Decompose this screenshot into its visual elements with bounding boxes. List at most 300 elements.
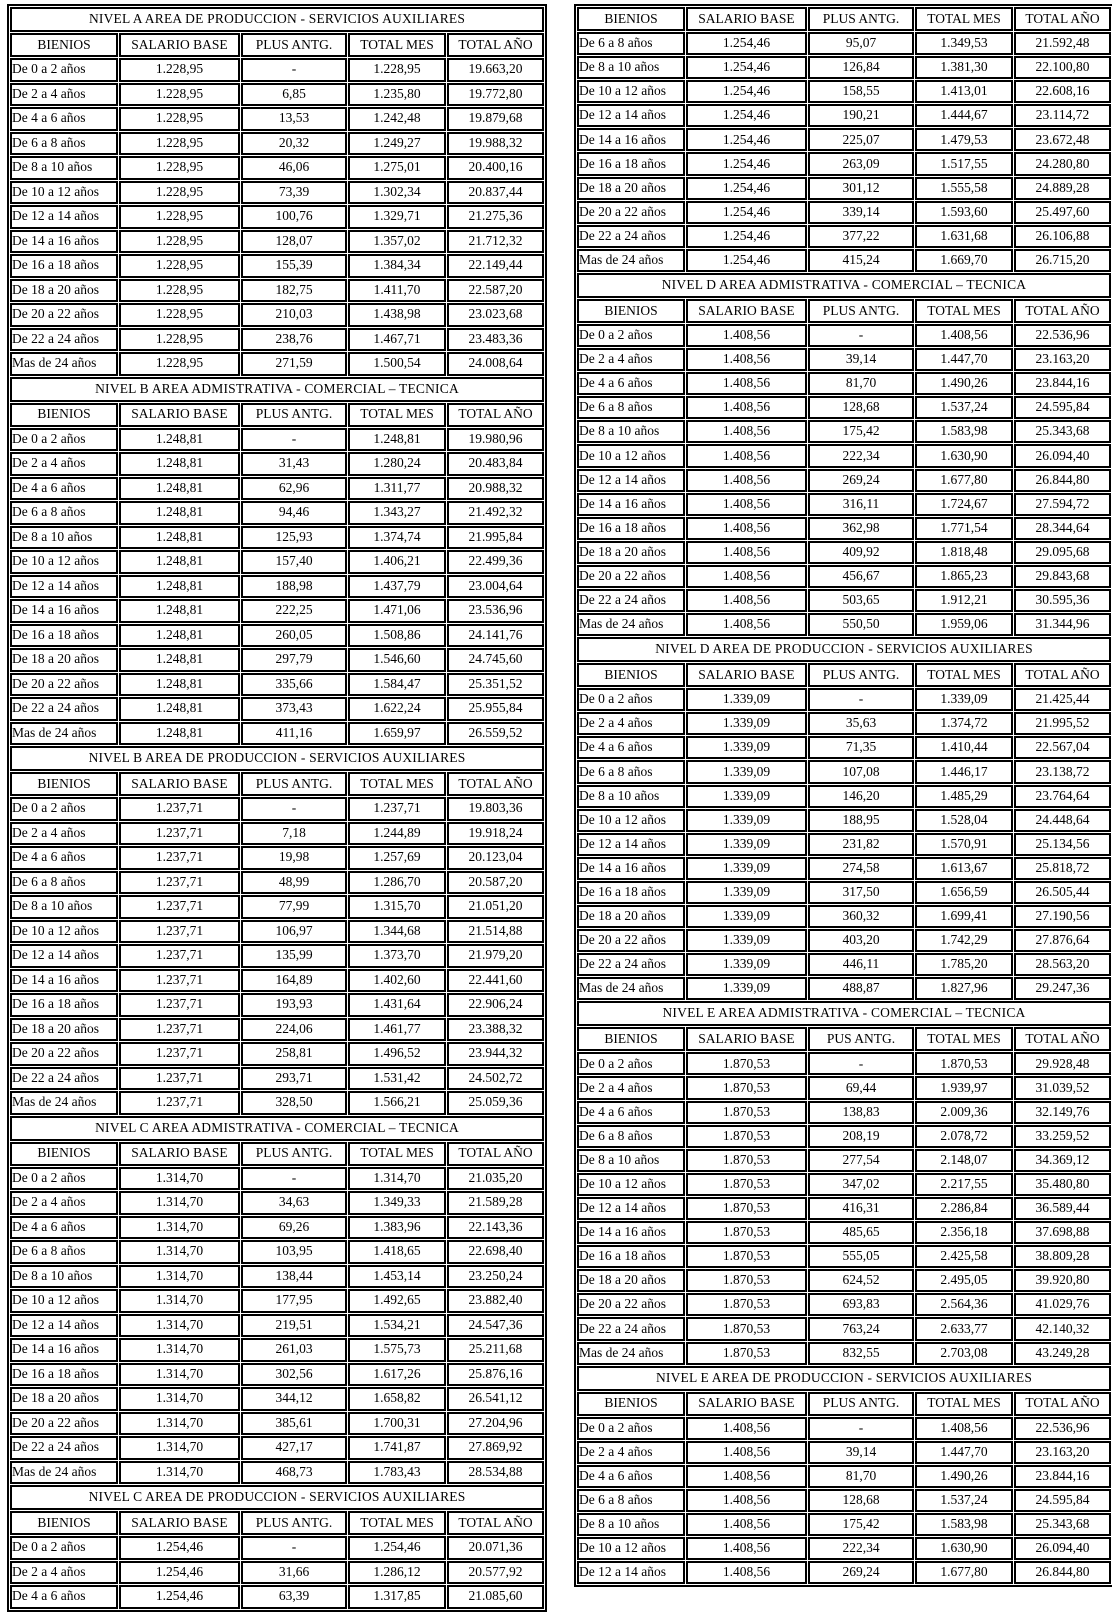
value-cell: 37.698,88 [1014,1221,1111,1244]
value-cell: 1.583,98 [915,1513,1013,1536]
table-row [10,1314,544,1338]
value-cell: 25.876,16 [447,1363,544,1387]
value-cell: 238,76 [241,328,347,352]
value-cell: 32.149,76 [1014,1101,1111,1124]
value-cell: 1.228,95 [119,230,240,254]
bienios-cell: De 20 a 22 años [577,929,685,952]
table-row [577,1076,1111,1099]
bienios-cell: De 10 a 12 años [10,550,118,574]
value-cell: 1.339,09 [686,881,807,904]
column-header: SALARIO BASE [119,772,240,796]
value-cell: 1.329,71 [348,205,446,229]
value-cell: 26.094,40 [1014,1537,1111,1560]
table-row [10,673,544,697]
bienios-cell: De 6 a 8 años [10,1240,118,1264]
value-cell: 20.071,36 [447,1536,544,1560]
table-title-row [10,377,544,402]
value-cell: 1.383,96 [348,1216,446,1240]
value-cell: 1.479,53 [915,128,1013,151]
bienios-cell: De 8 a 10 años [10,526,118,550]
value-cell: 1.237,71 [119,895,240,919]
value-cell: - [241,428,347,452]
value-cell: 23.844,16 [1014,1465,1111,1488]
value-cell: 22.906,24 [447,993,544,1017]
value-cell: 1.584,47 [348,673,446,697]
table-row [577,128,1111,151]
value-cell: 1.339,09 [686,736,807,759]
value-cell: 2.495,05 [915,1269,1013,1292]
bienios-cell: De 4 a 6 años [577,372,685,395]
table-row [10,1265,544,1289]
value-cell: 1.339,09 [915,688,1013,711]
bienios-cell: De 4 a 6 años [577,1101,685,1124]
column-header: PLUS ANTG. [241,1511,347,1535]
bienios-cell: De 14 a 16 años [10,599,118,623]
column-header: TOTAL AÑO [447,772,544,796]
value-cell: 1.531,42 [348,1067,446,1091]
value-cell: 2.703,08 [915,1342,1013,1365]
column-header: BIENIOS [577,663,685,687]
bienios-cell: De 22 a 24 años [577,225,685,248]
value-cell: 1.500,54 [348,352,446,376]
table-row [577,1561,1111,1584]
value-cell: 1.237,71 [119,1091,240,1115]
value-cell: 1.406,21 [348,550,446,574]
value-cell: 301,12 [808,177,914,200]
bienios-cell: De 20 a 22 años [577,565,685,588]
bienios-cell: De 14 a 16 años [10,1338,118,1362]
value-cell: 1.912,21 [915,589,1013,612]
value-cell: 1.593,60 [915,201,1013,224]
value-cell: 385,61 [241,1412,347,1436]
value-cell: 24.547,36 [447,1314,544,1338]
value-cell: 1.431,64 [348,993,446,1017]
value-cell: 297,79 [241,648,347,672]
table-row [577,1489,1111,1512]
value-cell: 29.247,36 [1014,977,1111,1000]
value-cell: 25.343,68 [1014,420,1111,443]
value-cell: 1.237,71 [119,871,240,895]
bienios-cell: De 12 a 14 años [10,944,118,968]
value-cell: 1.447,70 [915,1441,1013,1464]
bienios-cell: De 8 a 10 años [10,1265,118,1289]
value-cell: 1.254,46 [686,104,807,127]
value-cell: 27.190,56 [1014,905,1111,928]
table-row [577,1245,1111,1268]
table-row [577,517,1111,540]
value-cell: 1.228,95 [119,132,240,156]
value-cell: 1.237,71 [119,1042,240,1066]
value-cell: 456,67 [808,565,914,588]
table-row [10,428,544,452]
value-cell: 335,66 [241,673,347,697]
value-cell: 1.228,95 [348,58,446,82]
value-cell: 293,71 [241,1067,347,1091]
value-cell: 23.023,68 [447,303,544,327]
value-cell: 13,53 [241,107,347,131]
table-row [10,1167,544,1191]
value-cell: 1.870,53 [686,1342,807,1365]
value-cell: 1.818,48 [915,541,1013,564]
value-cell: 24.008,64 [447,352,544,376]
value-cell: 1.410,44 [915,736,1013,759]
table-row [10,1338,544,1362]
table-row [10,624,544,648]
value-cell: 1.280,24 [348,452,446,476]
value-cell: 1.508,86 [348,624,446,648]
value-cell: 1.471,06 [348,599,446,623]
value-cell: 28.344,64 [1014,517,1111,540]
value-cell: 146,20 [808,785,914,808]
table-row [10,107,544,131]
table-row [10,822,544,846]
bienios-cell: De 22 a 24 años [10,1436,118,1460]
value-cell: 1.870,53 [686,1245,807,1268]
value-cell: 23.004,64 [447,575,544,599]
value-cell: 1.248,81 [119,722,240,746]
value-cell: 1.408,56 [686,493,807,516]
value-cell: 1.617,26 [348,1363,446,1387]
value-cell: 1.546,60 [348,648,446,672]
table-header-row [577,1027,1111,1051]
table-row [10,303,544,327]
bienios-cell: De 10 a 12 años [577,1173,685,1196]
table-row [10,352,544,376]
table-row [577,420,1111,443]
column-header: TOTAL MES [348,403,446,427]
column-header: TOTAL MES [915,299,1013,323]
value-cell: 1.517,55 [915,152,1013,175]
value-cell: 403,20 [808,929,914,952]
value-cell: 1.408,56 [686,1441,807,1464]
value-cell: 23.388,32 [447,1018,544,1042]
value-cell: 2.217,55 [915,1173,1013,1196]
value-cell: 21.712,32 [447,230,544,254]
value-cell: 1.408,56 [686,1513,807,1536]
value-cell: 1.237,71 [119,1018,240,1042]
value-cell: 832,55 [808,1342,914,1365]
value-cell: 624,52 [808,1269,914,1292]
table-title-row [10,1116,544,1141]
value-cell: 1.314,70 [119,1289,240,1313]
value-cell: 1.228,95 [119,303,240,327]
value-cell: 362,98 [808,517,914,540]
value-cell: 21.085,60 [447,1585,544,1609]
value-cell: 231,82 [808,833,914,856]
table-row [10,871,544,895]
value-cell: 1.228,95 [119,254,240,278]
bienios-cell: De 6 a 8 años [10,501,118,525]
table-row [10,279,544,303]
value-cell: 1.408,56 [686,613,807,636]
value-cell: 1.870,53 [686,1197,807,1220]
table-row [577,1441,1111,1464]
table-row [577,688,1111,711]
value-cell: 126,84 [808,56,914,79]
value-cell: 1.254,46 [119,1561,240,1585]
table-row [577,80,1111,103]
bienios-cell: De 4 a 6 años [10,107,118,131]
bienios-cell: De 10 a 12 años [577,80,685,103]
bienios-cell: Mas de 24 años [10,352,118,376]
value-cell: 69,26 [241,1216,347,1240]
value-cell: 1.783,43 [348,1461,446,1485]
value-cell: 177,95 [241,1289,347,1313]
value-cell: 485,65 [808,1221,914,1244]
value-cell: 1.286,12 [348,1561,446,1585]
table-row [10,1536,544,1560]
value-cell: 1.228,95 [119,328,240,352]
bienios-cell: De 2 a 4 años [577,712,685,735]
value-cell: 1.677,80 [915,469,1013,492]
bienios-cell: De 2 a 4 años [10,83,118,107]
value-cell: 1.496,52 [348,1042,446,1066]
value-cell: 1.248,81 [119,673,240,697]
bienios-cell: De 18 a 20 años [577,541,685,564]
value-cell: 157,40 [241,550,347,574]
value-cell: 360,32 [808,905,914,928]
value-cell: 1.248,81 [119,501,240,525]
bienios-cell: De 2 a 4 años [10,822,118,846]
value-cell: 1.870,53 [915,1052,1013,1075]
value-cell: - [241,797,347,821]
value-cell: 73,39 [241,181,347,205]
bienios-cell: De 16 a 18 años [577,152,685,175]
value-cell: 81,70 [808,1465,914,1488]
value-cell: 503,65 [808,589,914,612]
value-cell: 1.490,26 [915,372,1013,395]
table-row [10,920,544,944]
value-cell: 1.373,70 [348,944,446,968]
value-cell: 1.228,95 [119,156,240,180]
bienios-cell: De 6 a 8 años [577,32,685,55]
value-cell: 35,63 [808,712,914,735]
value-cell: 2.425,58 [915,1245,1013,1268]
column-header: SALARIO BASE [686,1027,807,1051]
value-cell: 1.254,46 [686,128,807,151]
value-cell: 1.237,71 [119,1067,240,1091]
value-cell: 21.275,36 [447,205,544,229]
table-row [577,372,1111,395]
value-cell: 158,55 [808,80,914,103]
value-cell: 274,58 [808,857,914,880]
value-cell: 39,14 [808,348,914,371]
value-cell: 1.228,95 [119,279,240,303]
value-cell: 94,46 [241,501,347,525]
value-cell: 344,12 [241,1387,347,1411]
value-cell: 19.980,96 [447,428,544,452]
bienios-cell: De 2 a 4 años [10,1561,118,1585]
bienios-cell: De 16 a 18 años [577,517,685,540]
bienios-cell: De 14 a 16 años [577,493,685,516]
value-cell: 1.275,01 [348,156,446,180]
salary-table-left [7,4,547,1612]
value-cell: 48,99 [241,871,347,895]
value-cell: 128,68 [808,396,914,419]
bienios-cell: De 20 a 22 años [10,303,118,327]
value-cell: 1.583,98 [915,420,1013,443]
value-cell: 28.534,88 [447,1461,544,1485]
column-header: TOTAL AÑO [1014,7,1111,31]
value-cell: 1.575,73 [348,1338,446,1362]
value-cell: 25.059,36 [447,1091,544,1115]
value-cell: 1.344,68 [348,920,446,944]
table-row [10,895,544,919]
table-row [10,722,544,746]
value-cell: 1.408,56 [686,565,807,588]
value-cell: 1.870,53 [686,1293,807,1316]
bienios-cell: De 0 a 2 años [577,1052,685,1075]
value-cell: 1.286,70 [348,871,446,895]
bienios-cell: Mas de 24 años [577,249,685,272]
value-cell: 225,07 [808,128,914,151]
column-header: BIENIOS [577,299,685,323]
value-cell: 1.870,53 [686,1125,807,1148]
value-cell: - [808,1417,914,1440]
value-cell: 1.374,72 [915,712,1013,735]
table-title: NIVEL B AREA DE PRODUCCION - SERVICIOS AUXILIARES [10,746,544,771]
value-cell: 29.843,68 [1014,565,1111,588]
value-cell: 1.827,96 [915,977,1013,1000]
value-cell: 23.114,72 [1014,104,1111,127]
value-cell: 416,31 [808,1197,914,1220]
value-cell: 269,24 [808,1561,914,1584]
column-header: TOTAL AÑO [447,1142,544,1166]
value-cell: 1.314,70 [119,1412,240,1436]
value-cell: 427,17 [241,1436,347,1460]
value-cell: 1.555,58 [915,177,1013,200]
bienios-cell: De 18 a 20 años [577,177,685,200]
value-cell: 29.095,68 [1014,541,1111,564]
bienios-cell: De 20 a 22 años [10,673,118,697]
column-header: SALARIO BASE [119,33,240,57]
table-row [10,1240,544,1264]
bienios-cell: De 18 a 20 años [10,1387,118,1411]
column-header: TOTAL MES [915,7,1013,31]
value-cell: 22.143,36 [447,1216,544,1240]
value-cell: 1.339,09 [686,977,807,1000]
bienios-cell: De 0 a 2 años [577,688,685,711]
value-cell: 1.870,53 [686,1101,807,1124]
value-cell: 19.918,24 [447,822,544,846]
value-cell: 1.314,70 [119,1338,240,1362]
value-cell: 1.314,70 [348,1167,446,1191]
value-cell: 1.408,56 [686,469,807,492]
value-cell: - [808,324,914,347]
column-header: BIENIOS [10,33,118,57]
value-cell: 1.235,80 [348,83,446,107]
bienios-cell: De 16 a 18 años [577,1245,685,1268]
value-cell: 1.741,87 [348,1436,446,1460]
column-header: TOTAL MES [348,33,446,57]
value-cell: 1.492,65 [348,1289,446,1313]
value-cell: 33.259,52 [1014,1125,1111,1148]
value-cell: 1.228,95 [119,83,240,107]
table-row [577,249,1111,272]
value-cell: 24.745,60 [447,648,544,672]
value-cell: 1.339,09 [686,785,807,808]
value-cell: 1.418,65 [348,1240,446,1264]
value-cell: 31.039,52 [1014,1076,1111,1099]
value-cell: 1.537,24 [915,396,1013,419]
value-cell: 1.228,95 [119,58,240,82]
table-title: NIVEL E AREA DE PRODUCCION - SERVICIOS AUXILIARES [577,1366,1111,1391]
bienios-cell: De 0 a 2 años [10,1167,118,1191]
value-cell: 1.349,53 [915,32,1013,55]
bienios-cell: De 22 a 24 años [577,953,685,976]
table-row [10,599,544,623]
column-header: PUS ANTG. [808,1027,914,1051]
table-row [577,1052,1111,1075]
value-cell: 35.480,80 [1014,1173,1111,1196]
table-row [577,785,1111,808]
value-cell: 175,42 [808,420,914,443]
table-header-row [577,1392,1111,1416]
table-row [577,152,1111,175]
table-title: NIVEL D AREA DE PRODUCCION - SERVICIOS AUXILIARES [577,637,1111,662]
column-header: TOTAL MES [348,1142,446,1166]
value-cell: 1.408,56 [915,324,1013,347]
value-cell: 24.889,28 [1014,177,1111,200]
value-cell: 2.564,36 [915,1293,1013,1316]
value-cell: 190,21 [808,104,914,127]
value-cell: 1.314,70 [119,1191,240,1215]
column-header: PLUS ANTG. [241,33,347,57]
value-cell: 21.425,44 [1014,688,1111,711]
value-cell: 27.204,96 [447,1412,544,1436]
value-cell: 1.339,09 [686,857,807,880]
value-cell: 1.314,70 [119,1314,240,1338]
value-cell: 31,43 [241,452,347,476]
value-cell: 328,50 [241,1091,347,1115]
table-row [577,833,1111,856]
value-cell: 1.349,33 [348,1191,446,1215]
value-cell: 2.356,18 [915,1221,1013,1244]
value-cell: 23.163,20 [1014,1441,1111,1464]
value-cell: 2.633,77 [915,1317,1013,1340]
value-cell: 1.870,53 [686,1052,807,1075]
bienios-cell: De 0 a 2 años [10,58,118,82]
value-cell: 27.876,64 [1014,929,1111,952]
column-header: PLUS ANTG. [808,663,914,687]
table-row [577,1317,1111,1340]
table-row [577,177,1111,200]
table-row [577,565,1111,588]
table-row [10,1363,544,1387]
value-cell: 1.228,95 [119,352,240,376]
value-cell: 36.589,44 [1014,1197,1111,1220]
value-cell: - [241,58,347,82]
column-header: TOTAL AÑO [1014,1392,1111,1416]
value-cell: 1.870,53 [686,1317,807,1340]
value-cell: 1.411,70 [348,279,446,303]
table-title-row [10,746,544,771]
table-row [577,396,1111,419]
table-row [10,58,544,82]
value-cell: 1.408,56 [686,541,807,564]
column-header: SALARIO BASE [686,7,807,31]
value-cell: 1.237,71 [119,944,240,968]
bienios-cell: De 16 a 18 años [10,254,118,278]
column-header: TOTAL AÑO [447,33,544,57]
value-cell: 1.613,67 [915,857,1013,880]
value-cell: 1.248,81 [119,624,240,648]
value-cell: - [808,1052,914,1075]
table-row [577,1221,1111,1244]
bienios-cell: De 8 a 10 años [577,56,685,79]
value-cell: 31.344,96 [1014,613,1111,636]
value-cell: 1.339,09 [686,905,807,928]
